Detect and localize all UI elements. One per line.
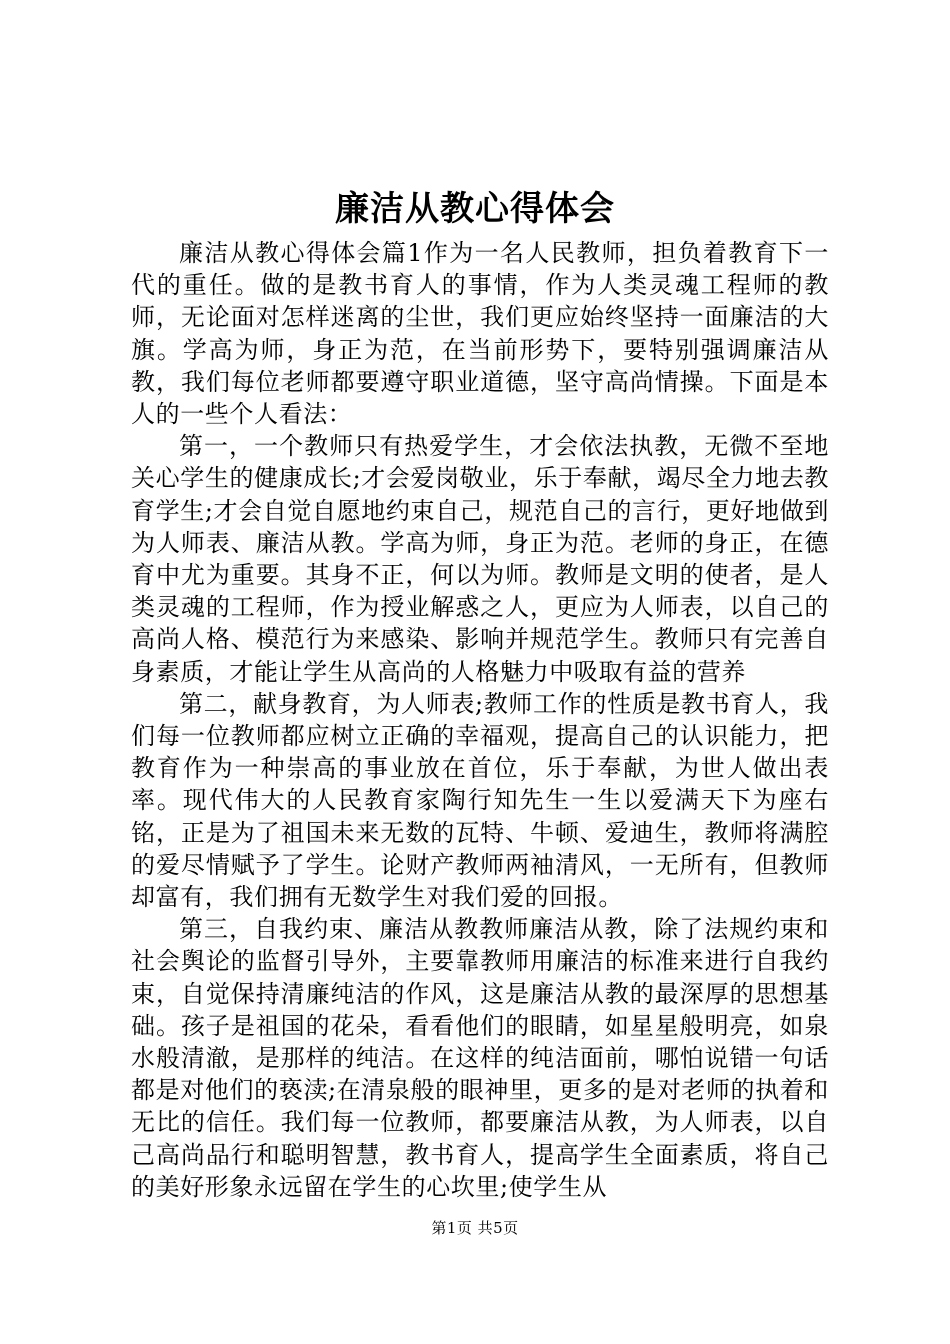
paragraph-first-point: 第一，一个教师只有热爱学生，才会依法执教，无微不至地关心学生的健康成长;才会爱岗敬业，乐于奉献，竭尽全力地去教育学生;才会自觉自愿地约束自己，规范自己的言行，更好地做到为人师表、廉洁从教。学高为师，身正为范。老师的身正，在德育中尤为重要。其身不正，何以为师。教师是文明的使者，是人类灵魂的工程师，作为授业解惑之人，更应为人师表，以自己的高尚人格、模范行为来感染、影响并规范学生。教师只有完善自身素质，才能让学生从高尚的人格魅力中吸取有益的营养 (131, 432, 829, 686)
page-footer: 第1页 共5页 (431, 1219, 519, 1237)
document-title: 廉洁从教心得体会 (335, 189, 615, 229)
paragraph-second-point: 第二，献身教育，为人师表;教师工作的性质是教书育人，我们每一位教师都应树立正确的幸福观，提高自己的认识能力，把教育作为一种崇高的事业放在首位，乐于奉献，为世人做出表率。现代伟大的人民教育家陶行知先生一生以爱满天下为座右铭，正是为了祖国未来无数的瓦特、牛顿、爱迪生，教师将满腔的爱尽情赋予了学生。论财产教师两袖清风，一无所有，但教师却富有，我们拥有无数学生对我们爱的回报。 (131, 689, 829, 912)
document-body (131, 237, 829, 1203)
paragraph-intro: 廉洁从教心得体会篇1作为一名人民教师，担负着教育下一代的重任。做的是教书育人的事情，作为人类灵魂工程师的教师，无论面对怎样迷离的尘世，我们更应始终坚持一面廉洁的大旗。学高为师，身正为范，在当前形势下，要特别强调廉洁从教，我们每位老师都要遵守职业道德，坚守高尚情操。下面是本人的一些个人看法： (131, 239, 829, 429)
paragraph-third-point: 第三，自我约束、廉洁从教教师廉洁从教，除了法规约束和社会舆论的监督引导外，主要靠教师用廉洁的标准来进行自我约束，自觉保持清廉纯洁的作风，这是廉洁从教的最深厚的思想基础。孩子是祖国的花朵，看看他们的眼睛，如星星般明亮，如泉水般清澈，是那样的纯洁。在这样的纯洁面前，哪怕说错一句话都是对他们的亵渎;在清泉般的眼神里，更多的是对老师的执着和无比的信任。我们每一位教师，都要廉洁从教，为人师表，以自己高尚品行和聪明智慧，教书育人，提高学生全面素质，将自己的美好形象永远留在学生的心坎里;使学生从 (131, 915, 829, 1201)
